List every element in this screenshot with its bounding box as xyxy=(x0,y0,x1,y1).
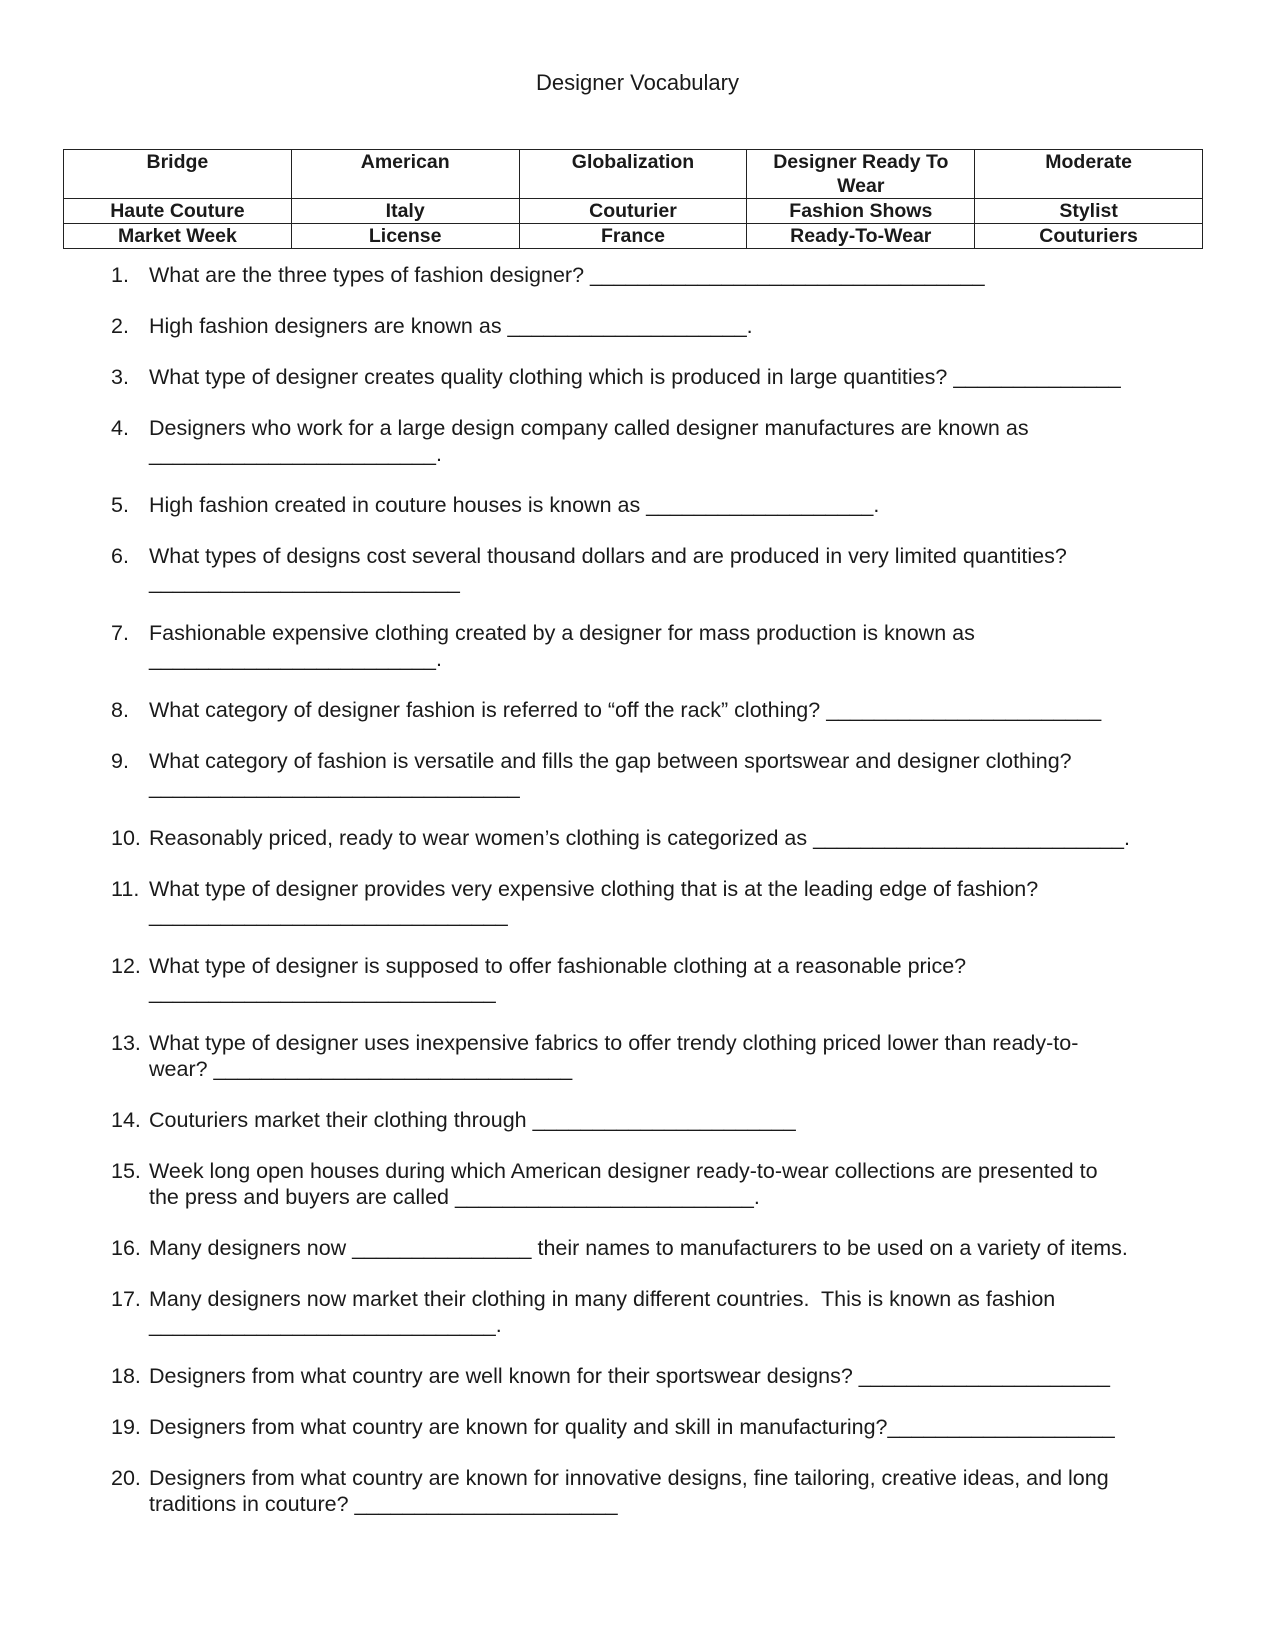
question-number: 20. xyxy=(111,1466,141,1490)
question-number: 2. xyxy=(111,314,129,338)
question-item xyxy=(0,492,1275,518)
question-item xyxy=(0,1107,1275,1133)
question-number: 6. xyxy=(111,544,129,568)
question-item xyxy=(0,364,1275,390)
question-text: High fashion created in couture houses is known as ___________________. xyxy=(149,493,880,517)
question-item xyxy=(0,543,1275,595)
question-text: High fashion designers are known as ____________________. xyxy=(149,314,753,338)
vocab-row xyxy=(64,150,1203,199)
question-text: What category of designer fashion is referred to “off the rack” clothing? _______________________ xyxy=(149,698,1102,722)
question-item xyxy=(0,876,1275,928)
vocab-term: Bridge xyxy=(64,150,292,199)
question-number: 3. xyxy=(111,365,129,389)
vocab-term: Couturiers xyxy=(975,224,1203,249)
question-number: 10. xyxy=(111,826,141,850)
question-item xyxy=(0,1030,1275,1082)
question-text: Fashionable expensive clothing created by a designer for mass production is known as ________________________. xyxy=(149,621,975,671)
question-number: 8. xyxy=(111,698,129,722)
question-number: 18. xyxy=(111,1364,141,1388)
question-item xyxy=(0,825,1275,851)
vocab-term: Designer Ready To Wear xyxy=(747,150,975,199)
question-item xyxy=(0,415,1275,467)
question-item xyxy=(0,313,1275,339)
vocab-term: Haute Couture xyxy=(64,199,292,224)
question-number: 9. xyxy=(111,749,129,773)
vocab-term: Couturier xyxy=(519,199,747,224)
question-number: 5. xyxy=(111,493,129,517)
question-text: Couturiers market their clothing through ______________________ xyxy=(149,1108,796,1132)
vocab-term: Market Week xyxy=(64,224,292,249)
question-item xyxy=(0,1465,1275,1517)
vocab-term: Globalization xyxy=(519,150,747,199)
vocab-term: Italy xyxy=(291,199,519,224)
question-number: 13. xyxy=(111,1031,141,1055)
question-number: 14. xyxy=(111,1108,141,1132)
question-number: 17. xyxy=(111,1287,141,1311)
vocab-term: License xyxy=(291,224,519,249)
question-text: Week long open houses during which American designer ready-to-wear collections are presented to the press and buyers are called _________________________. xyxy=(149,1159,1098,1209)
question-item xyxy=(0,1235,1275,1261)
question-text: Designers from what country are known for quality and skill in manufacturing?___________________ xyxy=(149,1415,1115,1439)
vocab-term: France xyxy=(519,224,747,249)
question-number: 16. xyxy=(111,1236,141,1260)
vocab-term: Fashion Shows xyxy=(747,199,975,224)
question-number: 11. xyxy=(111,877,140,901)
question-text: Many designers now _______________ their names to manufacturers to be used on a variety of items. xyxy=(149,1236,1128,1260)
question-number: 4. xyxy=(111,416,129,440)
vocab-term: Stylist xyxy=(975,199,1203,224)
question-text: Designers who work for a large design company called designer manufactures are known as ________________________. xyxy=(149,416,1029,466)
question-number: 19. xyxy=(111,1415,141,1439)
question-number: 12. xyxy=(111,954,141,978)
question-item xyxy=(0,262,1275,288)
question-text: Reasonably priced, ready to wear women’s clothing is categorized as __________________________. xyxy=(149,826,1130,850)
question-text: Designers from what country are well known for their sportswear designs? _____________________ xyxy=(149,1364,1110,1388)
question-item xyxy=(0,953,1275,1005)
question-text: Designers from what country are known for innovative designs, fine tailoring, creative ideas, and long traditions in couture? ______________________ xyxy=(149,1466,1109,1516)
question-item xyxy=(0,748,1275,800)
question-text: What are the three types of fashion designer? _________________________________ xyxy=(149,263,985,287)
vocab-term: American xyxy=(291,150,519,199)
vocab-term: Ready-To-Wear xyxy=(747,224,975,249)
question-number: 1. xyxy=(111,263,129,287)
question-text: What type of designer is supposed to offer fashionable clothing at a reasonable price? _____________________________ xyxy=(149,954,967,1004)
question-text: What types of designs cost several thousand dollars and are produced in very limited quantities? __________________________ xyxy=(149,544,1067,594)
question-item xyxy=(0,1286,1275,1338)
question-text: What type of designer creates quality clothing which is produced in large quantities? ______________ xyxy=(149,365,1121,389)
vocab-term: Moderate xyxy=(975,150,1203,199)
question-item xyxy=(0,1363,1275,1389)
question-text: What type of designer provides very expensive clothing that is at the leading edge of fashion? ______________________________ xyxy=(149,877,1039,927)
question-text: Many designers now market their clothing in many different countries. This is known as fashion _____________________________. xyxy=(149,1287,1056,1337)
vocab-row xyxy=(64,199,1203,224)
question-item xyxy=(0,620,1275,672)
question-item xyxy=(0,1414,1275,1440)
question-number: 15. xyxy=(111,1159,141,1183)
vocab-row xyxy=(64,224,1203,249)
question-item xyxy=(0,1158,1275,1210)
question-item xyxy=(0,697,1275,723)
question-text: What type of designer uses inexpensive fabrics to offer trendy clothing priced lower than ready-to- wear? ______________________________ xyxy=(149,1031,1079,1081)
question-number: 7. xyxy=(111,621,129,645)
page-title: Designer Vocabulary xyxy=(535,70,739,95)
vocabulary-table xyxy=(63,149,1203,249)
question-list xyxy=(0,262,1275,1542)
question-text: What category of fashion is versatile and fills the gap between sportswear and designer clothing? _______________________________ xyxy=(149,749,1072,799)
